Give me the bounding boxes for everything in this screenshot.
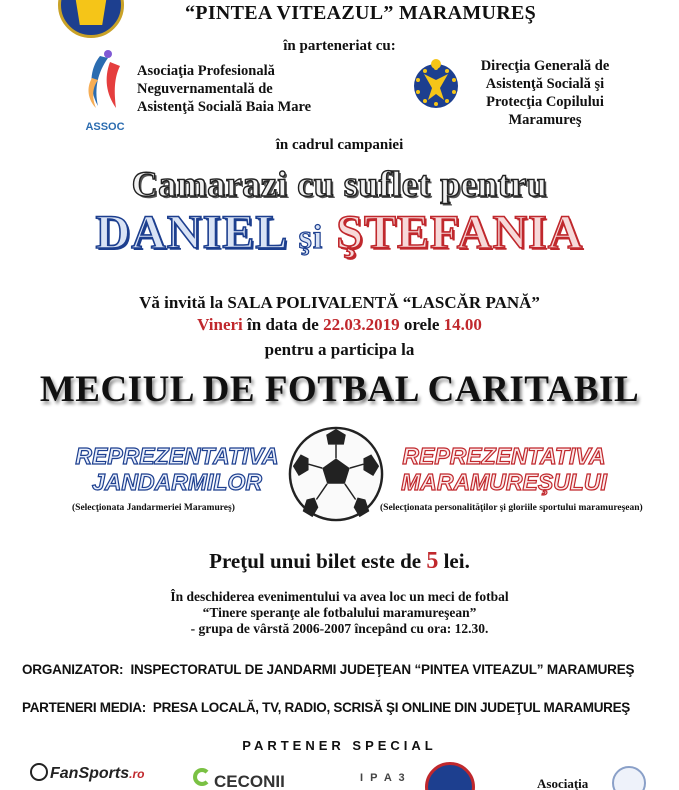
media-partners-line [22,700,630,715]
name-conjunction: şi [298,219,324,256]
opening-info [0,589,679,637]
fansports-ball-icon [30,763,48,781]
assoc-line: Asociaţia Profesională [137,63,275,79]
campaign-names [0,205,679,260]
opening-line: “Tinere speranţe ale fotbalului maramureşean” [202,605,477,620]
event-time: 14.00 [443,315,482,334]
dgaspc-line: Protecţia Copilului [486,94,604,110]
assoc-description [137,62,311,116]
assoc-logo [80,48,130,134]
ceconii-mark-icon [193,768,211,786]
dgaspc-line: Direcţia Generală de [480,58,610,74]
opening-line: - grupa de vârstă 2006-2007 începând cu ora: 12.30. [190,621,489,636]
name-stefania: ŞTEFANIA [336,206,584,259]
gendarmerie-seal-logo [58,0,124,38]
ticket-prefix: Preţul unui bilet este de [209,549,422,573]
organizer-label: ORGANIZATOR: [22,662,124,677]
team-right-line: REPREZENTATIVA [402,443,606,469]
ticket-price [0,548,679,575]
fansports-tld: .ro [129,767,145,781]
ticket-amount: 5 [426,548,439,574]
asociatia-label: Asociaţia [537,776,589,790]
name-daniel: DANIEL [95,206,286,259]
date-prefix: în data de [247,315,319,334]
campaign-intro: în cadrul campaniei [275,137,404,153]
invitation-venue: Vă invită la SALA POLIVALENTĂ “LASCĂR PANĂ” [139,293,540,312]
team-right-line: MARAMUREŞULUI [401,469,607,495]
soccer-ball-icon [287,425,385,523]
organizer-line [22,662,634,677]
ticket-suffix: lei. [443,549,470,573]
assoc-logo-text: ASSOC [85,121,125,133]
ceconii-logo: CECONII [214,772,285,790]
invitation-date [0,315,679,335]
fansports-name: FanSports [50,765,130,782]
time-prefix: orele [403,315,440,334]
team-left [62,443,292,495]
invitation-participate: pentru a participa la [264,340,415,359]
assoc-line: Neguvernamentală de [137,81,273,97]
team-left-line: REPREZENTATIVA [75,443,279,469]
media-value: PRESA LOCALĂ, TV, RADIO, SCRISĂ ŞI ONLINE DIN JUDEŢUL MARAMUREŞ [152,700,630,715]
dgaspc-logo [410,58,462,110]
dgaspc-line: Asistenţă Socială şi [485,76,605,92]
match-title: MECIUL DE FOTBAL CARITABIL [39,369,640,410]
team-right-subtitle: (Selecţionata personalităţilor şi gloriile sportului maramureşean) [380,503,643,513]
dgaspc-line: Maramureş [508,112,582,128]
ipa-emblem-logo [425,762,475,790]
dgaspc-description [470,57,620,129]
fansports-logo [50,765,144,783]
header-title: “PINTEA VITEAZUL” MARAMUREŞ [185,2,537,24]
team-left-line: JANDARMILOR [92,469,262,495]
partnership-label: în parteneriat cu: [283,38,396,54]
team-left-subtitle: (Selecţionata Jandarmeriei Maramureş) [72,503,235,513]
special-partner-label: PARTENER SPECIAL [242,738,437,753]
organizer-value: INSPECTORATUL DE JANDARMI JUDEŢEAN “PINTEA VITEAZUL” MARAMUREŞ [130,662,635,677]
team-right [388,443,620,495]
event-date: 22.03.2019 [323,315,400,334]
campaign-title: Camarazi cu suflet pentru [131,164,548,204]
assoc-line: Asistenţă Socială Baia Mare [137,99,312,115]
media-label: PARTENERI MEDIA: [22,700,146,715]
asociatia-logo [612,766,646,790]
opening-line: În deschiderea evenimentului va avea loc un meci de fotbal [170,589,509,604]
ipa-text: I P A 3 [360,772,407,784]
event-day: Vineri [197,315,243,334]
